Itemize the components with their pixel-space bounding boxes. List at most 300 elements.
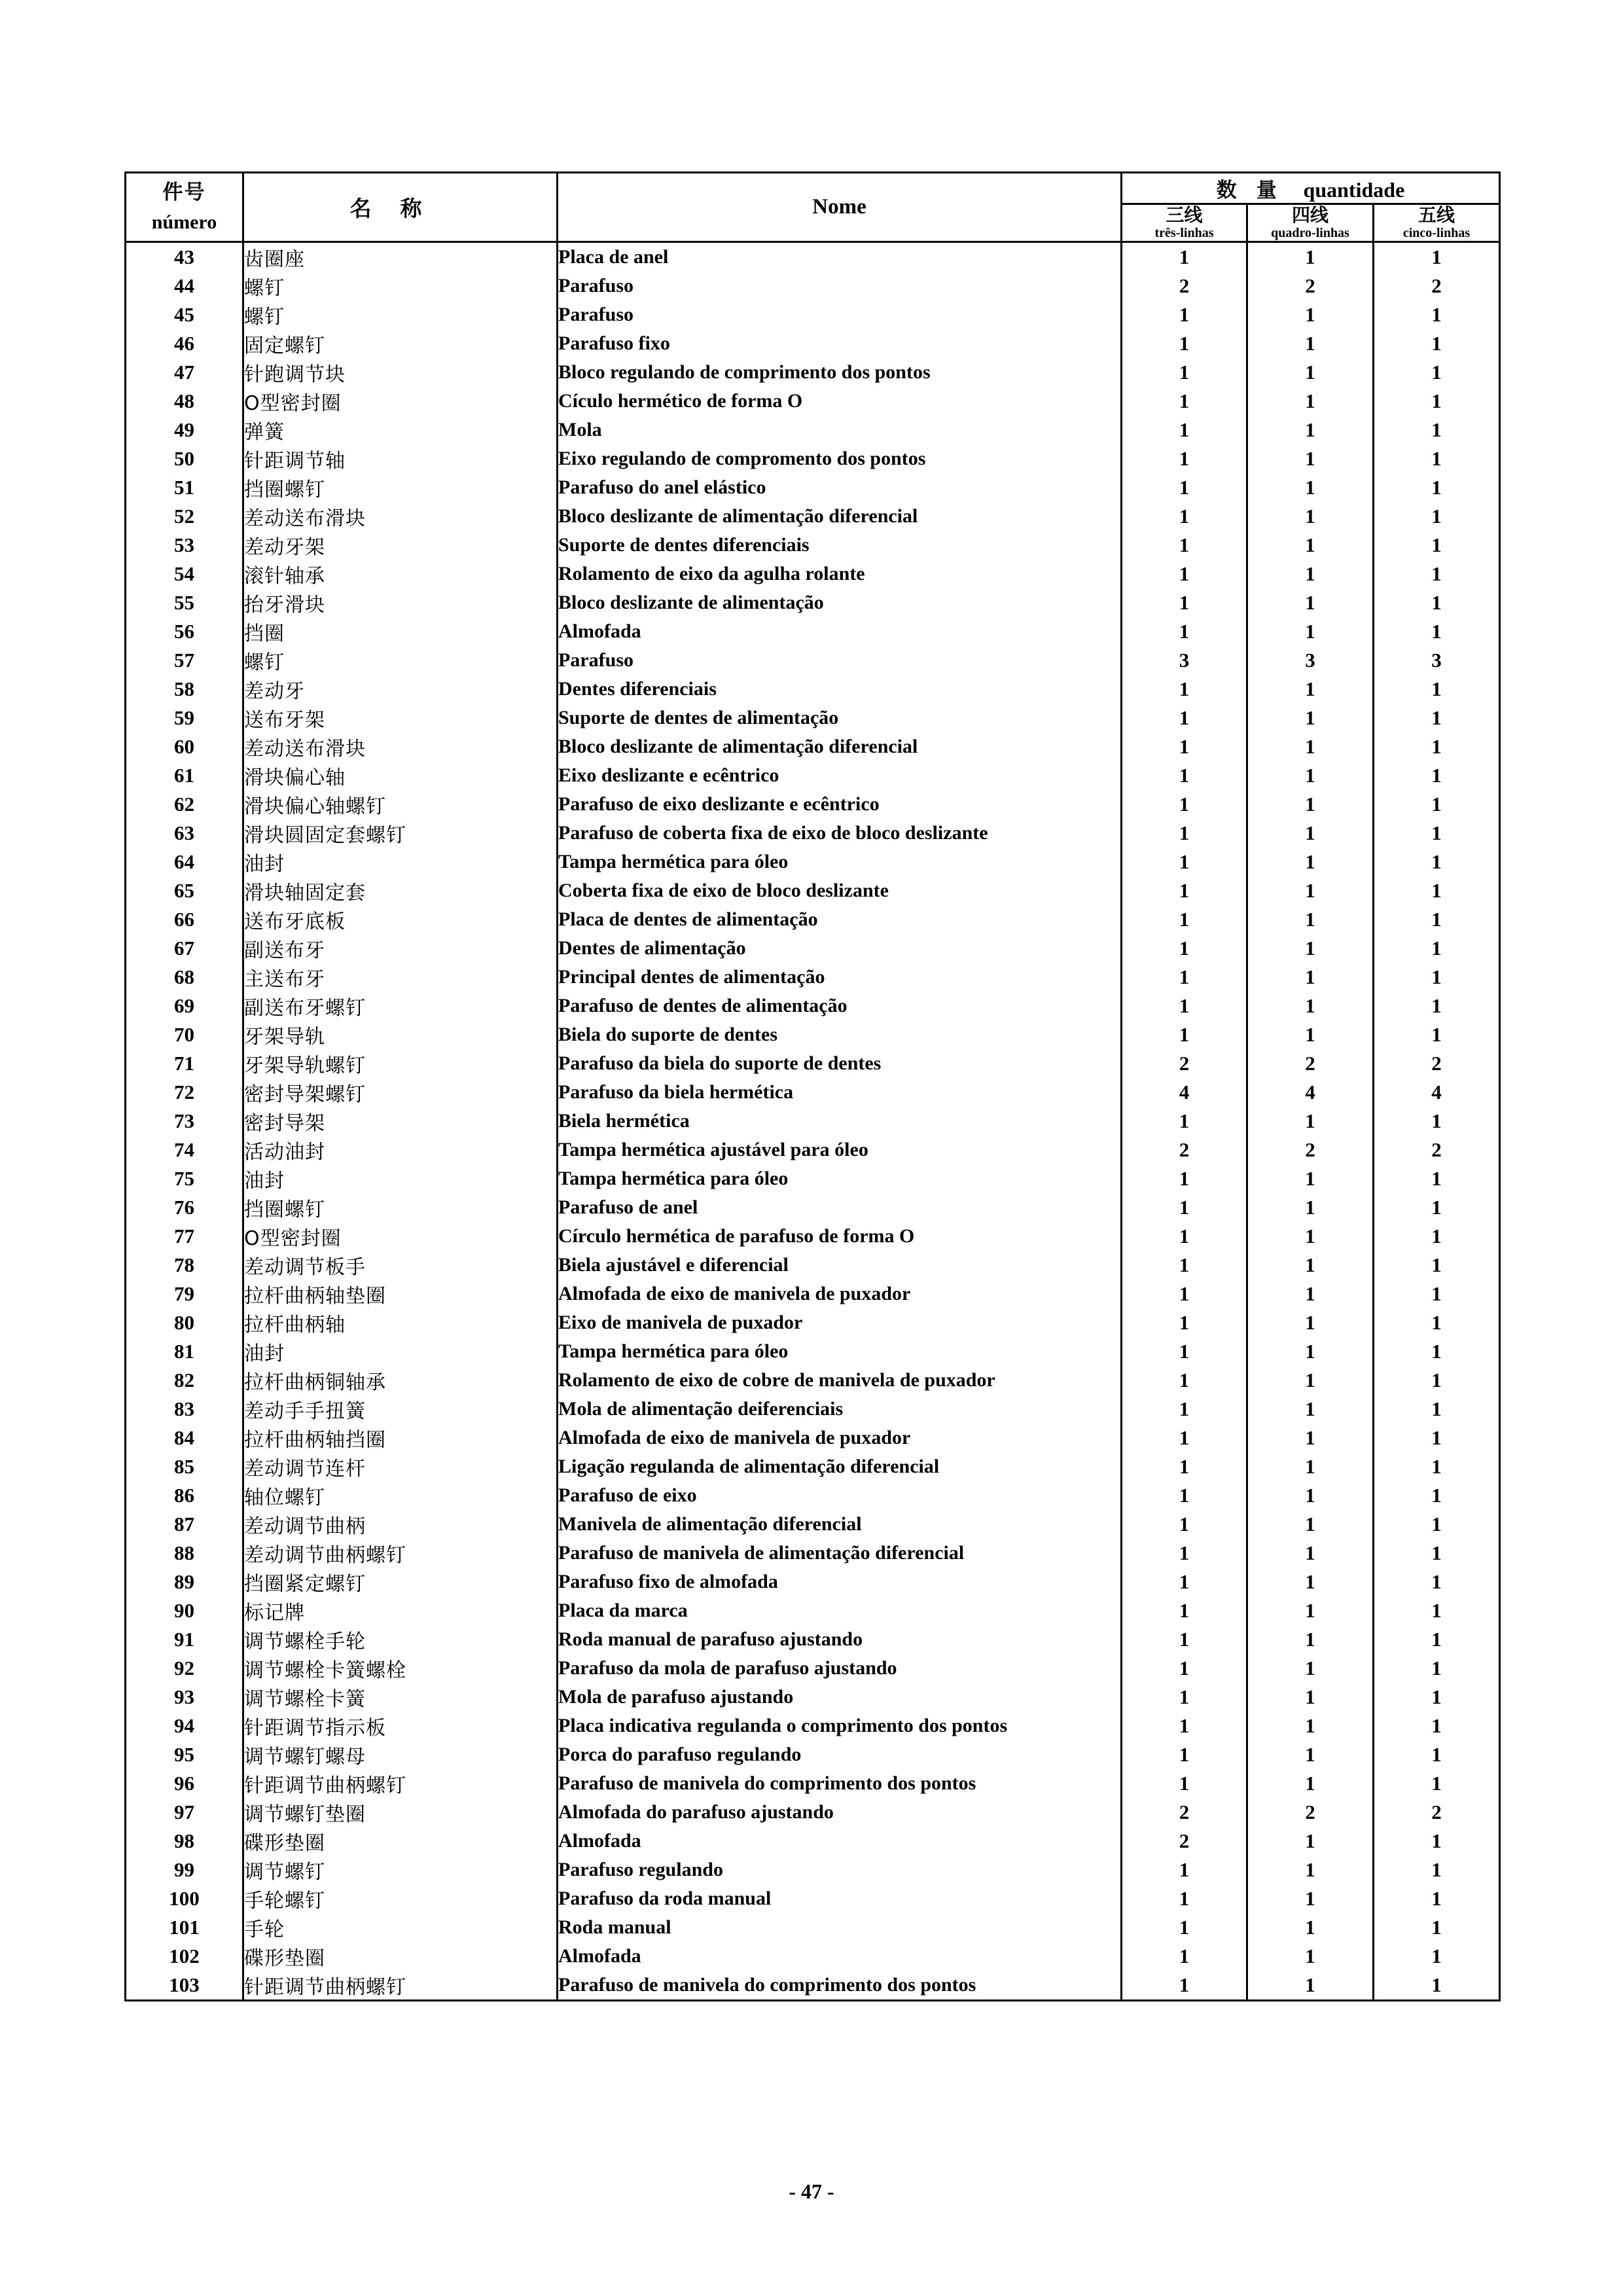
cell-part-number: 54: [126, 560, 243, 588]
cell-part-number: 101: [126, 1913, 243, 1942]
cell-name-cn: 螺钉: [243, 272, 558, 300]
table-header: [126, 173, 1500, 242]
cell-quantity-2: 1: [1247, 790, 1374, 819]
cell-quantity-1: 1: [1122, 444, 1247, 473]
cell-quantity-1: 3: [1122, 646, 1247, 675]
cell-part-number: 94: [126, 1712, 243, 1740]
table-row: [126, 1539, 1500, 1568]
table-row: [126, 1308, 1500, 1337]
cell-quantity-2: 1: [1247, 1308, 1374, 1337]
cell-quantity-1: 1: [1122, 790, 1247, 819]
cell-name-pt: Parafuso da biela hermética: [558, 1078, 1122, 1107]
cell-quantity-1: 1: [1122, 1683, 1247, 1712]
cell-quantity-1: 1: [1122, 1164, 1247, 1193]
cell-part-number: 89: [126, 1568, 243, 1596]
cell-part-number: 70: [126, 1020, 243, 1049]
table-row: [126, 300, 1500, 329]
table-row: [126, 588, 1500, 617]
cell-name-pt: Roda manual: [558, 1913, 1122, 1942]
cell-name-cn: 挡圈螺钉: [243, 473, 558, 502]
cell-quantity-1: 1: [1122, 905, 1247, 934]
cell-name-pt: Almofada do parafuso ajustando: [558, 1798, 1122, 1827]
table-row: [126, 358, 1500, 387]
cell-name-pt: Parafuso de dentes de alimentação: [558, 992, 1122, 1020]
cell-name-pt: Parafuso de anel: [558, 1193, 1122, 1222]
cell-quantity-2: 1: [1247, 1740, 1374, 1769]
cell-quantity-3: 1: [1374, 1107, 1500, 1136]
cell-quantity-2: 1: [1247, 1222, 1374, 1251]
cell-part-number: 47: [126, 358, 243, 387]
table-row: [126, 1971, 1500, 2001]
cell-name-pt: Almofada: [558, 1827, 1122, 1856]
cell-quantity-1: 1: [1122, 1539, 1247, 1568]
cell-name-pt: Rolamento de eixo de cobre de manivela de puxador: [558, 1366, 1122, 1395]
cell-quantity-2: 1: [1247, 1280, 1374, 1308]
cell-name-cn: 挡圈螺钉: [243, 1193, 558, 1222]
cell-name-cn: 调节螺栓卡簧: [243, 1683, 558, 1712]
cell-quantity-1: 1: [1122, 1740, 1247, 1769]
cell-name-pt: Parafuso fixo de almofada: [558, 1568, 1122, 1596]
table-row: [126, 1481, 1500, 1510]
table-row: [126, 1452, 1500, 1481]
cell-name-pt: Mola: [558, 416, 1122, 444]
cell-quantity-2: 1: [1247, 1481, 1374, 1510]
cell-part-number: 90: [126, 1596, 243, 1625]
cell-quantity-2: 2: [1247, 1136, 1374, 1164]
table-row: [126, 617, 1500, 646]
cell-name-pt: Parafuso da biela do suporte de dentes: [558, 1049, 1122, 1078]
cell-part-number: 58: [126, 675, 243, 704]
cell-quantity-1: 1: [1122, 819, 1247, 848]
cell-quantity-3: 1: [1374, 848, 1500, 876]
table-row: [126, 819, 1500, 848]
cell-quantity-2: 1: [1247, 1107, 1374, 1136]
cell-name-cn: 送布牙底板: [243, 905, 558, 934]
cell-name-pt: Bloco regulando de comprimento dos pontos: [558, 358, 1122, 387]
header-qty-four-lines-pt: quadro-linhas: [1271, 226, 1349, 241]
table-row: [126, 963, 1500, 992]
cell-name-cn: O型密封圈: [243, 387, 558, 416]
cell-name-pt: Parafuso do anel elástico: [558, 473, 1122, 502]
cell-name-cn: 调节螺钉螺母: [243, 1740, 558, 1769]
cell-name-cn: 滑块圆固定套螺钉: [243, 819, 558, 848]
cell-name-pt: Cículo hermético de forma O: [558, 387, 1122, 416]
cell-name-cn: 固定螺钉: [243, 329, 558, 358]
cell-name-pt: Rolamento de eixo da agulha rolante: [558, 560, 1122, 588]
cell-quantity-3: 1: [1374, 1510, 1500, 1539]
cell-name-cn: 油封: [243, 1164, 558, 1193]
table-row: [126, 444, 1500, 473]
table-row: [126, 1251, 1500, 1280]
cell-quantity-2: 1: [1247, 1596, 1374, 1625]
cell-name-cn: 差动调节曲柄螺钉: [243, 1539, 558, 1568]
cell-quantity-1: 1: [1122, 1020, 1247, 1049]
cell-name-cn: 弹簧: [243, 416, 558, 444]
cell-name-pt: Parafuso da mola de parafuso ajustando: [558, 1654, 1122, 1683]
cell-quantity-2: 1: [1247, 588, 1374, 617]
cell-quantity-2: 1: [1247, 934, 1374, 963]
cell-quantity-1: 1: [1122, 963, 1247, 992]
cell-quantity-3: 1: [1374, 934, 1500, 963]
cell-name-pt: Parafuso de eixo deslizante e ecêntrico: [558, 790, 1122, 819]
cell-name-pt: Placa da marca: [558, 1596, 1122, 1625]
cell-name-pt: Biela ajustável e diferencial: [558, 1251, 1122, 1280]
cell-part-number: 51: [126, 473, 243, 502]
cell-part-number: 102: [126, 1942, 243, 1971]
table-row: [126, 329, 1500, 358]
cell-quantity-2: 1: [1247, 1971, 1374, 2001]
cell-part-number: 73: [126, 1107, 243, 1136]
cell-quantity-3: 1: [1374, 300, 1500, 329]
cell-part-number: 76: [126, 1193, 243, 1222]
cell-quantity-2: 1: [1247, 1366, 1374, 1395]
cell-quantity-2: 1: [1247, 1942, 1374, 1971]
cell-quantity-2: 4: [1247, 1078, 1374, 1107]
cell-quantity-2: 1: [1247, 444, 1374, 473]
header-qty-four-lines-cn: 四线: [1291, 204, 1329, 226]
cell-quantity-2: 1: [1247, 848, 1374, 876]
cell-quantity-1: 1: [1122, 329, 1247, 358]
cell-part-number: 59: [126, 704, 243, 732]
table-row: [126, 1337, 1500, 1366]
cell-name-cn: 差动牙架: [243, 531, 558, 560]
cell-quantity-3: 1: [1374, 560, 1500, 588]
cell-quantity-3: 1: [1374, 1884, 1500, 1913]
cell-name-cn: 滑块偏心轴螺钉: [243, 790, 558, 819]
cell-quantity-2: 1: [1247, 1539, 1374, 1568]
cell-name-pt: Bloco deslizante de alimentação: [558, 588, 1122, 617]
table-row: [126, 1020, 1500, 1049]
cell-quantity-1: 2: [1122, 272, 1247, 300]
cell-quantity-3: 1: [1374, 1481, 1500, 1510]
cell-quantity-3: 1: [1374, 1395, 1500, 1424]
cell-name-pt: Parafuso de eixo: [558, 1481, 1122, 1510]
table-row: [126, 473, 1500, 502]
cell-name-pt: Placa de dentes de alimentação: [558, 905, 1122, 934]
cell-part-number: 74: [126, 1136, 243, 1164]
cell-name-pt: Mola de alimentação deiferenciais: [558, 1395, 1122, 1424]
cell-quantity-2: 1: [1247, 1510, 1374, 1539]
cell-part-number: 56: [126, 617, 243, 646]
table-row: [126, 1625, 1500, 1654]
cell-name-pt: Bloco deslizante de alimentação diferencial: [558, 732, 1122, 761]
header-name-pt: Nome: [558, 173, 1122, 242]
cell-part-number: 46: [126, 329, 243, 358]
cell-name-cn: 抬牙滑块: [243, 588, 558, 617]
cell-part-number: 93: [126, 1683, 243, 1712]
table-row: [126, 1712, 1500, 1740]
cell-name-cn: 滚针轴承: [243, 560, 558, 588]
cell-name-pt: Biela hermética: [558, 1107, 1122, 1136]
cell-quantity-1: 1: [1122, 732, 1247, 761]
cell-quantity-1: 1: [1122, 1596, 1247, 1625]
cell-quantity-2: 1: [1247, 1884, 1374, 1913]
cell-name-cn: 标记牌: [243, 1596, 558, 1625]
cell-part-number: 44: [126, 272, 243, 300]
cell-quantity-1: 1: [1122, 1251, 1247, 1280]
cell-quantity-3: 1: [1374, 1539, 1500, 1568]
cell-name-cn: 拉杆曲柄铜轴承: [243, 1366, 558, 1395]
cell-part-number: 49: [126, 416, 243, 444]
table-row: [126, 387, 1500, 416]
header-qty-five-lines-cn: 五线: [1418, 204, 1455, 226]
cell-quantity-3: 3: [1374, 646, 1500, 675]
cell-name-pt: Bloco deslizante de alimentação diferencial: [558, 502, 1122, 531]
cell-quantity-1: 1: [1122, 1193, 1247, 1222]
cell-name-cn: 副送布牙螺钉: [243, 992, 558, 1020]
table-row: [126, 761, 1500, 790]
cell-name-cn: 油封: [243, 848, 558, 876]
header-qty-four-lines: [1247, 204, 1374, 242]
cell-quantity-1: 1: [1122, 1280, 1247, 1308]
cell-name-cn: 调节螺栓手轮: [243, 1625, 558, 1654]
cell-part-number: 98: [126, 1827, 243, 1856]
cell-quantity-2: 1: [1247, 1020, 1374, 1049]
cell-quantity-3: 1: [1374, 1827, 1500, 1856]
cell-quantity-3: 4: [1374, 1078, 1500, 1107]
cell-quantity-3: 1: [1374, 358, 1500, 387]
table-row: [126, 848, 1500, 876]
cell-quantity-3: 1: [1374, 473, 1500, 502]
cell-quantity-1: 1: [1122, 1654, 1247, 1683]
cell-quantity-1: 1: [1122, 1625, 1247, 1654]
cell-quantity-1: 1: [1122, 1942, 1247, 1971]
cell-quantity-2: 1: [1247, 1654, 1374, 1683]
cell-part-number: 65: [126, 876, 243, 905]
table-row: [126, 675, 1500, 704]
cell-quantity-3: 1: [1374, 1366, 1500, 1395]
table-row: [126, 1884, 1500, 1913]
table-row: [126, 1395, 1500, 1424]
table-row: [126, 1424, 1500, 1452]
cell-name-pt: Parafuso: [558, 300, 1122, 329]
cell-name-pt: Parafuso fixo: [558, 329, 1122, 358]
header-qty-three-lines: [1122, 204, 1247, 242]
cell-name-cn: 针距调节指示板: [243, 1712, 558, 1740]
cell-quantity-3: 1: [1374, 329, 1500, 358]
cell-name-cn: 密封导架: [243, 1107, 558, 1136]
cell-name-cn: O型密封圈: [243, 1222, 558, 1251]
cell-part-number: 86: [126, 1481, 243, 1510]
cell-quantity-2: 2: [1247, 272, 1374, 300]
parts-table: [124, 171, 1501, 2001]
cell-name-pt: Tampa hermética para óleo: [558, 848, 1122, 876]
cell-part-number: 53: [126, 531, 243, 560]
cell-name-cn: 牙架导轨: [243, 1020, 558, 1049]
cell-name-cn: 滑块轴固定套: [243, 876, 558, 905]
cell-name-pt: Parafuso de coberta fixa de eixo de bloco deslizante: [558, 819, 1122, 848]
cell-part-number: 43: [126, 242, 243, 272]
table-row: [126, 934, 1500, 963]
cell-quantity-1: 4: [1122, 1078, 1247, 1107]
cell-quantity-1: 2: [1122, 1827, 1247, 1856]
header-qty-three-lines-pt: três-linhas: [1154, 226, 1214, 241]
cell-quantity-3: 1: [1374, 1280, 1500, 1308]
table-row: [126, 876, 1500, 905]
table-row: [126, 560, 1500, 588]
cell-quantity-3: 1: [1374, 1164, 1500, 1193]
cell-quantity-1: 1: [1122, 560, 1247, 588]
cell-quantity-2: 1: [1247, 704, 1374, 732]
cell-part-number: 77: [126, 1222, 243, 1251]
cell-name-pt: Suporte de dentes de alimentação: [558, 704, 1122, 732]
cell-quantity-2: 2: [1247, 1798, 1374, 1827]
table-row: [126, 1683, 1500, 1712]
cell-name-pt: Eixo regulando de compromento dos pontos: [558, 444, 1122, 473]
cell-part-number: 66: [126, 905, 243, 934]
cell-quantity-1: 1: [1122, 300, 1247, 329]
cell-name-cn: 调节螺钉: [243, 1856, 558, 1884]
cell-name-cn: 差动牙: [243, 675, 558, 704]
cell-quantity-1: 2: [1122, 1136, 1247, 1164]
cell-quantity-2: 1: [1247, 387, 1374, 416]
cell-quantity-3: 1: [1374, 761, 1500, 790]
parts-table-container: [124, 171, 1499, 2001]
cell-name-pt: Almofada: [558, 1942, 1122, 1971]
table-row: [126, 992, 1500, 1020]
cell-quantity-3: 1: [1374, 1020, 1500, 1049]
cell-name-cn: 轴位螺钉: [243, 1481, 558, 1510]
cell-part-number: 50: [126, 444, 243, 473]
cell-quantity-2: 1: [1247, 1424, 1374, 1452]
table-row: [126, 272, 1500, 300]
table-row: [126, 1740, 1500, 1769]
cell-quantity-3: 1: [1374, 963, 1500, 992]
header-quantity-cn: 数量: [1216, 179, 1296, 202]
cell-quantity-1: 1: [1122, 848, 1247, 876]
cell-quantity-3: 1: [1374, 1654, 1500, 1683]
table-row: [126, 732, 1500, 761]
cell-quantity-2: 1: [1247, 358, 1374, 387]
cell-name-pt: Manivela de alimentação diferencial: [558, 1510, 1122, 1539]
cell-quantity-2: 1: [1247, 992, 1374, 1020]
cell-name-pt: Placa indicativa regulanda o comprimento dos pontos: [558, 1712, 1122, 1740]
cell-part-number: 62: [126, 790, 243, 819]
table-row: [126, 1049, 1500, 1078]
table-row: [126, 1366, 1500, 1395]
cell-quantity-3: 1: [1374, 1625, 1500, 1654]
cell-name-cn: 密封导架螺钉: [243, 1078, 558, 1107]
cell-quantity-1: 1: [1122, 1337, 1247, 1366]
cell-name-pt: Dentes de alimentação: [558, 934, 1122, 963]
cell-part-number: 72: [126, 1078, 243, 1107]
cell-name-cn: 螺钉: [243, 646, 558, 675]
cell-name-cn: 差动送布滑块: [243, 502, 558, 531]
table-row: [126, 242, 1500, 272]
cell-quantity-1: 1: [1122, 387, 1247, 416]
cell-name-pt: Suporte de dentes diferenciais: [558, 531, 1122, 560]
cell-quantity-2: 1: [1247, 242, 1374, 272]
cell-part-number: 103: [126, 1971, 243, 2001]
cell-name-cn: 挡圈: [243, 617, 558, 646]
header-qty-five-lines-pt: cinco-linhas: [1402, 226, 1471, 241]
cell-quantity-3: 1: [1374, 617, 1500, 646]
cell-quantity-2: 1: [1247, 876, 1374, 905]
cell-quantity-3: 1: [1374, 905, 1500, 934]
cell-quantity-2: 1: [1247, 1251, 1374, 1280]
cell-name-pt: Almofada de eixo de manivela de puxador: [558, 1424, 1122, 1452]
cell-quantity-2: 2: [1247, 1049, 1374, 1078]
cell-name-cn: 拉杆曲柄轴: [243, 1308, 558, 1337]
table-row: [126, 1654, 1500, 1683]
cell-quantity-2: 1: [1247, 1568, 1374, 1596]
cell-quantity-2: 1: [1247, 329, 1374, 358]
cell-quantity-2: 1: [1247, 1913, 1374, 1942]
cell-quantity-1: 1: [1122, 1395, 1247, 1424]
table-row: [126, 905, 1500, 934]
cell-quantity-3: 1: [1374, 531, 1500, 560]
cell-name-cn: 针跑调节块: [243, 358, 558, 387]
cell-quantity-2: 1: [1247, 300, 1374, 329]
table-row: [126, 704, 1500, 732]
table-row: [126, 646, 1500, 675]
cell-quantity-3: 1: [1374, 1452, 1500, 1481]
cell-part-number: 80: [126, 1308, 243, 1337]
cell-name-pt: Tampa hermética para óleo: [558, 1337, 1122, 1366]
cell-name-pt: Ligação regulanda de alimentação diferencial: [558, 1452, 1122, 1481]
cell-name-pt: Eixo deslizante e ecêntrico: [558, 761, 1122, 790]
table-row: [126, 1769, 1500, 1798]
table-row: [126, 1510, 1500, 1539]
cell-quantity-3: 1: [1374, 992, 1500, 1020]
cell-quantity-3: 1: [1374, 1568, 1500, 1596]
cell-part-number: 71: [126, 1049, 243, 1078]
cell-quantity-2: 1: [1247, 1827, 1374, 1856]
cell-part-number: 57: [126, 646, 243, 675]
cell-part-number: 61: [126, 761, 243, 790]
cell-name-pt: Tampa hermética para óleo: [558, 1164, 1122, 1193]
cell-name-cn: 螺钉: [243, 300, 558, 329]
table-row: [126, 1193, 1500, 1222]
table-row: [126, 1942, 1500, 1971]
table-row: [126, 416, 1500, 444]
cell-quantity-1: 1: [1122, 1222, 1247, 1251]
cell-quantity-3: 2: [1374, 1049, 1500, 1078]
cell-name-cn: 差动调节曲柄: [243, 1510, 558, 1539]
cell-part-number: 55: [126, 588, 243, 617]
cell-quantity-1: 1: [1122, 1884, 1247, 1913]
cell-part-number: 78: [126, 1251, 243, 1280]
cell-quantity-2: 1: [1247, 473, 1374, 502]
cell-name-cn: 针距调节轴: [243, 444, 558, 473]
cell-quantity-1: 1: [1122, 1712, 1247, 1740]
table-row: [126, 1913, 1500, 1942]
cell-quantity-1: 1: [1122, 531, 1247, 560]
cell-quantity-1: 1: [1122, 1481, 1247, 1510]
cell-quantity-2: 1: [1247, 1625, 1374, 1654]
cell-quantity-3: 1: [1374, 588, 1500, 617]
cell-quantity-2: 1: [1247, 761, 1374, 790]
cell-part-number: 96: [126, 1769, 243, 1798]
cell-name-pt: Tampa hermética ajustável para óleo: [558, 1136, 1122, 1164]
cell-quantity-2: 1: [1247, 819, 1374, 848]
cell-name-cn: 调节螺钉垫圈: [243, 1798, 558, 1827]
cell-part-number: 82: [126, 1366, 243, 1395]
cell-part-number: 91: [126, 1625, 243, 1654]
table-row: [126, 1078, 1500, 1107]
cell-name-cn: 滑块偏心轴: [243, 761, 558, 790]
cell-quantity-1: 1: [1122, 704, 1247, 732]
cell-quantity-2: 1: [1247, 560, 1374, 588]
cell-quantity-3: 1: [1374, 416, 1500, 444]
cell-quantity-3: 1: [1374, 502, 1500, 531]
table-row: [126, 502, 1500, 531]
table-row: [126, 1164, 1500, 1193]
header-qty-five-lines: [1374, 204, 1500, 242]
cell-quantity-2: 1: [1247, 1164, 1374, 1193]
cell-name-pt: Parafuso de manivela de alimentação diferencial: [558, 1539, 1122, 1568]
cell-name-pt: Roda manual de parafuso ajustando: [558, 1625, 1122, 1654]
